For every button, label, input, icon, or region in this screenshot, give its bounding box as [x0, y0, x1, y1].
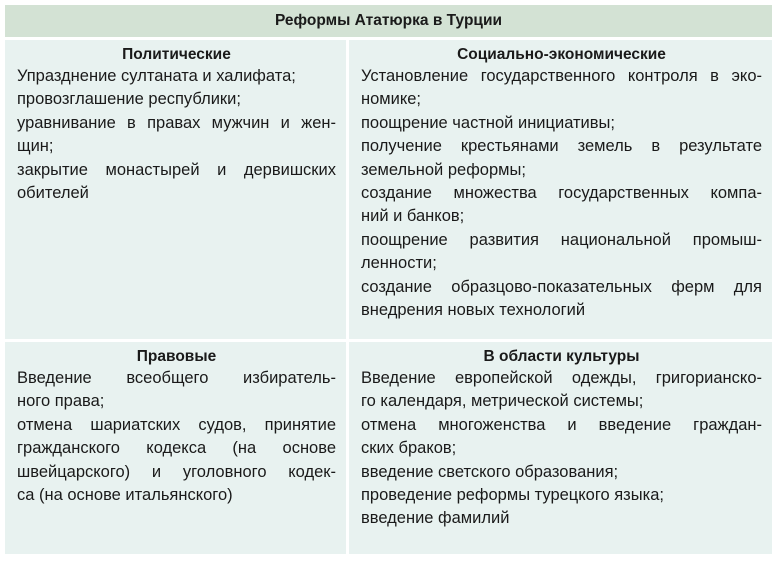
cell-political: [5, 40, 346, 339]
text-line: уравнивание в правах мужчин и жен-: [17, 113, 336, 132]
text-line: гражданского кодекса (на основе: [17, 439, 336, 458]
cell-heading: Политические: [122, 46, 231, 63]
text-line: введение светского образования;: [361, 462, 619, 481]
cell-heading: Социально-экономические: [457, 46, 666, 63]
cell-legal: [5, 342, 346, 554]
text-line: ного права;: [17, 392, 105, 411]
text-line: са (на основе итальянского): [17, 486, 233, 505]
text-line: получение крестьянами земель в результате: [361, 137, 762, 156]
text-line: Упразднение султаната и халифата;: [17, 67, 296, 85]
text-line: закрытие монастырей и дервишских: [17, 160, 336, 179]
text-line: поощрение частной инициативы;: [361, 113, 615, 132]
text-line: швейцарского) и уголовного кодек-: [17, 462, 336, 481]
text-line: Введение всеобщего избиратель-: [17, 369, 336, 387]
cell-heading: Правовые: [136, 348, 217, 365]
text-line: проведение реформы турецкого языка;: [361, 486, 664, 505]
table-row: [5, 40, 772, 339]
cell-socio-economic: [349, 40, 772, 339]
cell-heading: В области культуры: [483, 348, 640, 365]
table-title: Реформы Ататюрка в Турции: [5, 5, 772, 37]
text-line: щин;: [17, 137, 54, 156]
text-line: провозглашение республики;: [17, 90, 241, 109]
text-line: поощрение развития национальной промыш-: [361, 230, 762, 249]
text-line: отмена многоженства и введение граждан-: [361, 415, 762, 434]
text-line: земельной реформы;: [361, 160, 526, 179]
text-line: ний и банков;: [361, 207, 465, 226]
text-line: введение фамилий: [361, 509, 510, 528]
text-line: ленности;: [361, 254, 437, 273]
text-line: внедрения новых технологий: [361, 301, 586, 320]
text-line: го календаря, метрической системы;: [361, 392, 644, 411]
table-row: [5, 342, 772, 554]
text-line: номике;: [361, 90, 422, 109]
text-line: обителей: [17, 184, 89, 203]
text-line: Установление государственного контроля в эко-: [361, 67, 762, 85]
text-line: создание множества государственных компа-: [361, 184, 762, 203]
reforms-table: [5, 5, 772, 554]
text-line: ских браков;: [361, 439, 457, 458]
text-line: Введение европейской одежды, григорианско-: [361, 369, 762, 387]
text-line: отмена шариатских судов, принятие: [17, 415, 336, 434]
text-line: создание образцово-показательных ферм для: [361, 277, 762, 296]
cell-culture: [349, 342, 772, 554]
